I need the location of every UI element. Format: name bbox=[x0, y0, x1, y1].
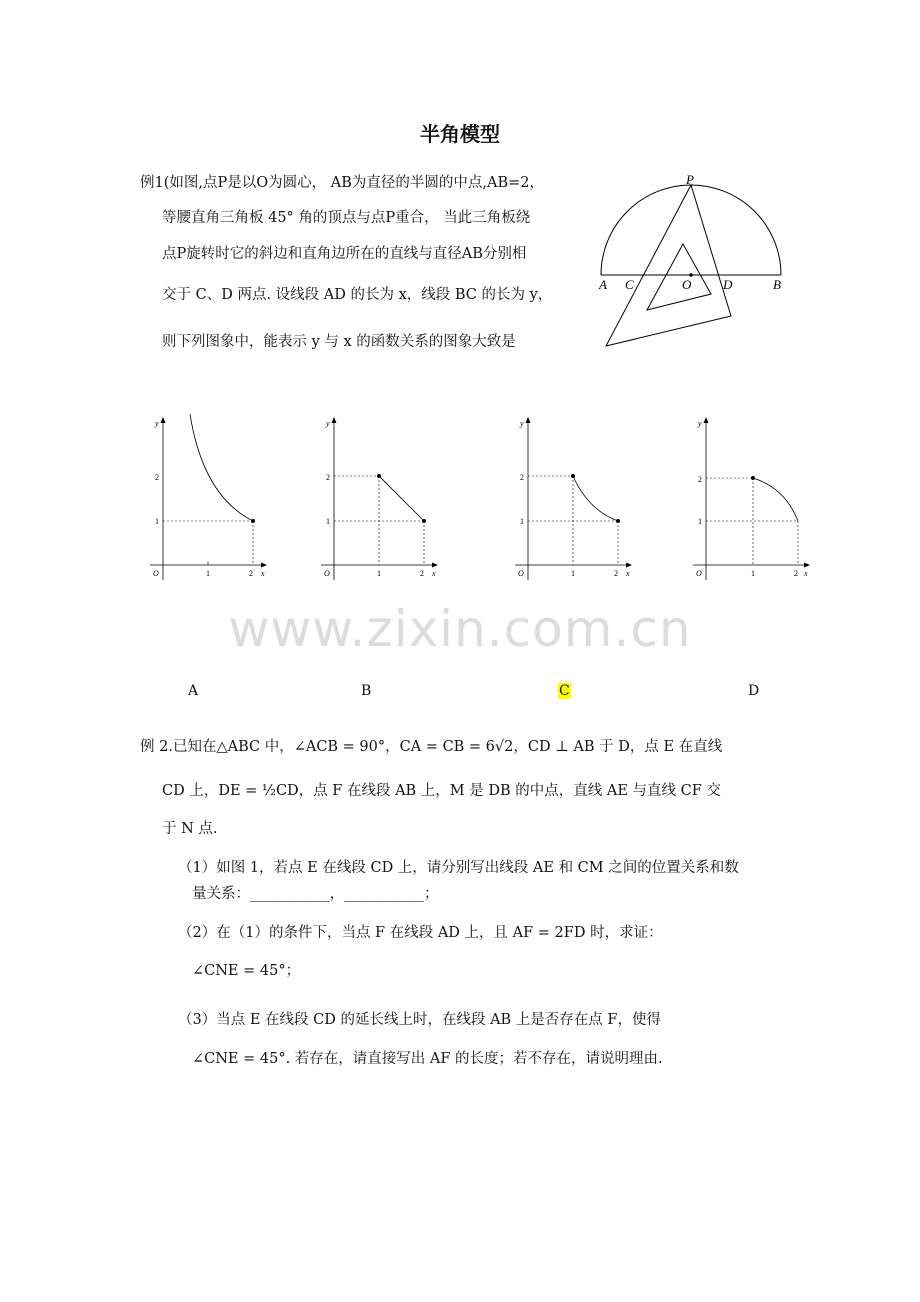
y-axis-label: y bbox=[520, 419, 524, 428]
label-C: C bbox=[625, 277, 634, 292]
x-tick-2: 2 bbox=[249, 569, 253, 578]
ex2-line-1: 例 2.已知在△ABC 中，∠ACB = 90°，CA = CB = 6√2，CD ⊥ AB 于 D，点 E 在直线 bbox=[140, 739, 723, 755]
ex1-line-5: 则下列图象中，能表示 y 与 x 的函数关系的图象大致是 bbox=[162, 334, 516, 350]
y-tick-1: 1 bbox=[520, 517, 524, 526]
x-axis-label: x bbox=[432, 569, 436, 578]
ex2-q2-line-1: （2）在（1）的条件下，当点 F 在线段 AD 上，且 AF = 2FD 时，求证： bbox=[178, 925, 663, 941]
ex1-line-4: 交于 C、D 两点. 设线段 AD 的长为 x，线段 BC 的长为 y， bbox=[162, 287, 553, 303]
ex2-q3-line-2: ∠CNE = 45°. 若存在，请直接写出 AF 的长度；若不存在，请说明理由. bbox=[192, 1051, 663, 1067]
semicircle-triangle-figure bbox=[594, 170, 794, 355]
y-axis-label: y bbox=[155, 419, 159, 428]
y-tick-2: 2 bbox=[155, 473, 159, 482]
x-tick-1: 1 bbox=[377, 569, 381, 578]
ex1-line-1: 例1(如图,点P是以O为圆心， AB为直径的半圆的中点,AB=2， bbox=[140, 175, 544, 191]
y-tick-1: 1 bbox=[155, 517, 159, 526]
option-b-label: B bbox=[361, 683, 372, 699]
page-title: 半角模型 bbox=[420, 122, 500, 146]
graph-option-d bbox=[688, 410, 818, 585]
y-axis-label: y bbox=[698, 419, 702, 428]
label-O: O bbox=[682, 277, 692, 292]
ex2-line-3: 于 N 点. bbox=[162, 821, 218, 837]
option-d-label: D bbox=[748, 683, 760, 699]
y-tick-2: 2 bbox=[326, 473, 330, 482]
graph-option-b bbox=[316, 410, 446, 585]
label-A: A bbox=[599, 277, 607, 292]
origin-label: O bbox=[153, 569, 159, 578]
ex2-q3-line-1: （3）当点 E 在线段 CD 的延长线上时，在线段 AB 上是否存在点 F，使得 bbox=[178, 1012, 661, 1028]
ex1-line-2: 等腰直角三角板 45° 角的顶点与点P重合， 当此三角板绕 bbox=[162, 210, 531, 226]
graph-option-a bbox=[145, 410, 275, 585]
ex2-q1-line-1: （1）如图 1，若点 E 在线段 CD 上，请分别写出线段 AE 和 CM 之间的位置关系和数 bbox=[178, 860, 739, 876]
x-axis-label: x bbox=[626, 569, 630, 578]
ex2-q2-line-2: ∠CNE = 45°； bbox=[192, 963, 301, 979]
y-tick-2: 2 bbox=[698, 475, 702, 484]
x-tick-1: 1 bbox=[571, 569, 575, 578]
watermark: www.zixin.com.cn bbox=[228, 600, 692, 658]
x-axis-label: x bbox=[804, 569, 808, 578]
y-tick-1: 1 bbox=[326, 517, 330, 526]
origin-label: O bbox=[518, 569, 524, 578]
x-tick-2: 2 bbox=[420, 569, 424, 578]
y-tick-1: 1 bbox=[698, 517, 702, 526]
graph-option-c bbox=[510, 410, 640, 585]
x-tick-1: 1 bbox=[206, 569, 210, 578]
origin-label: O bbox=[696, 569, 702, 578]
y-axis-label: y bbox=[326, 419, 330, 428]
x-tick-2: 2 bbox=[794, 569, 798, 578]
x-tick-2: 2 bbox=[614, 569, 618, 578]
ex2-line-2: CD 上，DE = ½CD，点 F 在线段 AB 上，M 是 DB 的中点，直线 AE 与直线 CF 交 bbox=[162, 783, 721, 799]
x-tick-1: 1 bbox=[751, 569, 755, 578]
label-B: B bbox=[773, 277, 781, 292]
origin-label: O bbox=[324, 569, 330, 578]
label-D: D bbox=[723, 277, 733, 292]
option-a-label: A bbox=[188, 683, 199, 699]
x-axis-label: x bbox=[261, 569, 265, 578]
ex2-q1-line-2: 量关系：___________，___________； bbox=[192, 886, 439, 902]
ex1-line-3: 点P旋转时它的斜边和直角边所在的直线与直径AB分别相 bbox=[162, 246, 527, 262]
label-P: P bbox=[686, 172, 694, 187]
y-tick-2: 2 bbox=[520, 473, 524, 482]
option-c-label-highlighted: C bbox=[559, 683, 570, 699]
